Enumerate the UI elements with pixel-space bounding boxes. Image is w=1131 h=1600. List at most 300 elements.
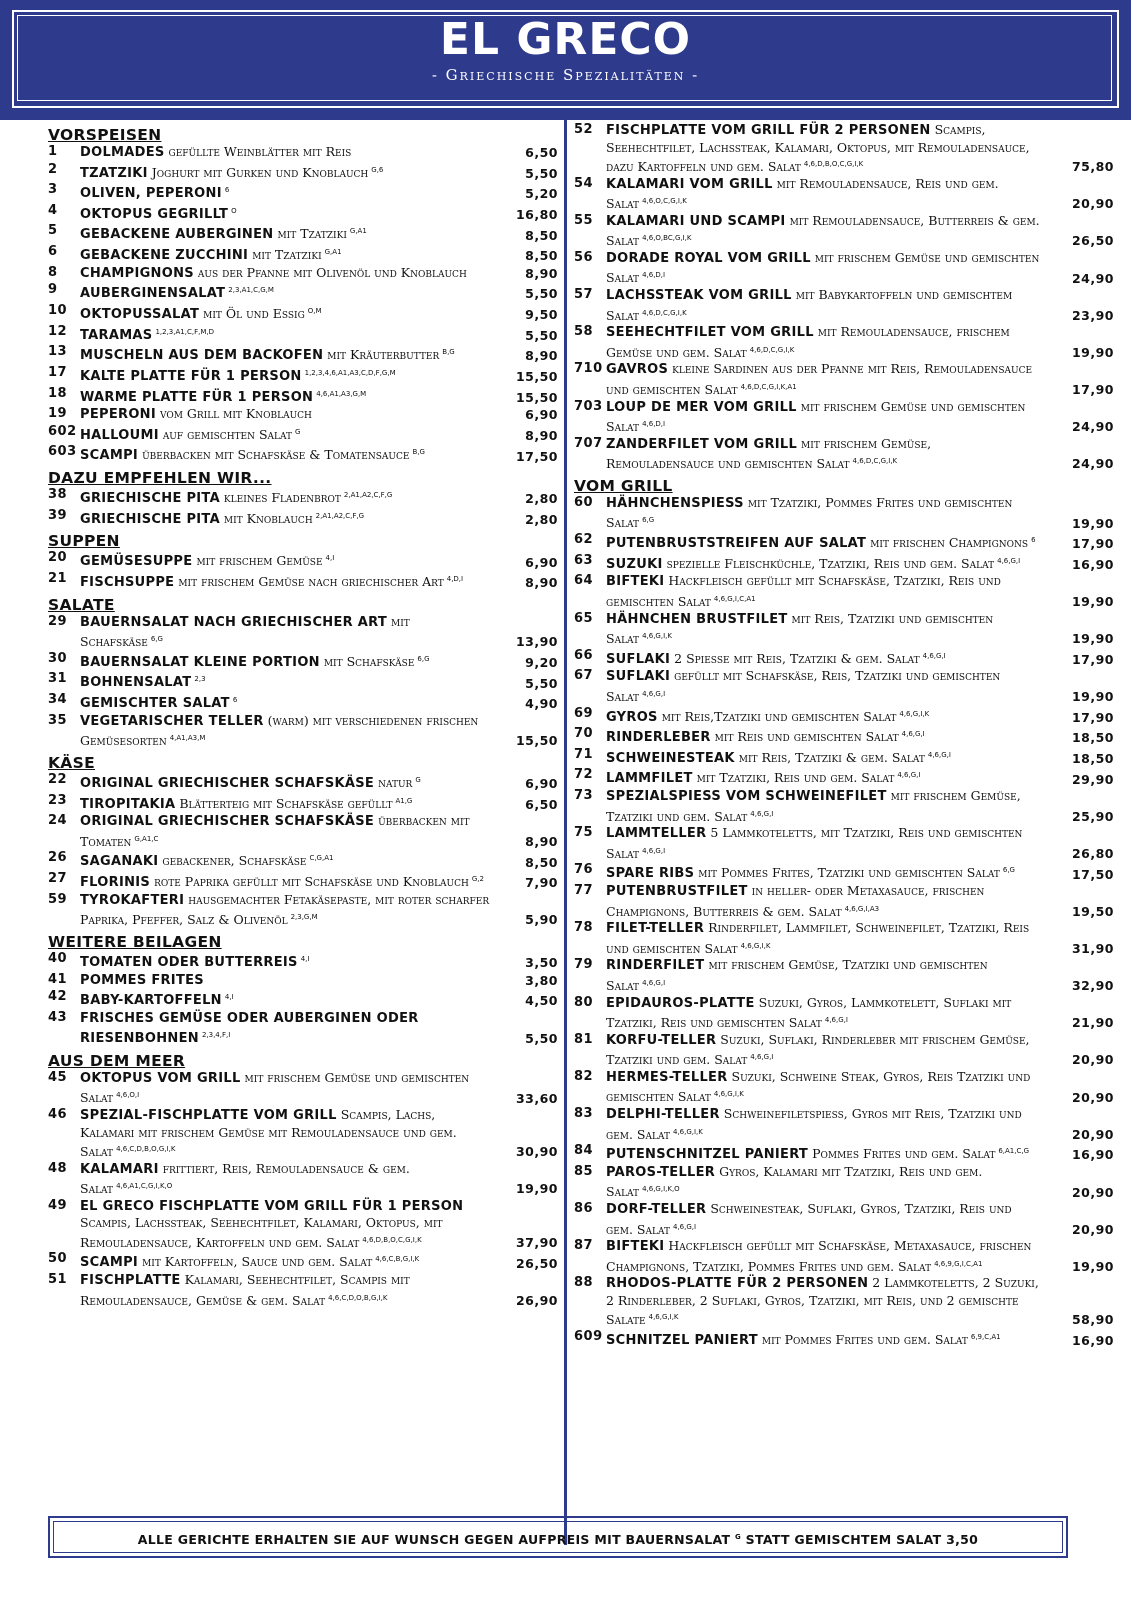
item-text (80, 651, 492, 672)
item-description: Scampis, Lachs, Kalamari mit frischem Gemüse mit Remouladensauce und gem. Salat (80, 1107, 457, 1160)
menu-item (574, 573, 1114, 610)
item-text (80, 406, 492, 424)
item-text (80, 550, 492, 571)
item-name: ORIGINAL GRIECHISCHER SCHAFSKÄSE (80, 814, 375, 830)
item-number: 83 (574, 1106, 594, 1122)
item-number: 609 (574, 1328, 603, 1344)
item-price: 18,50 (1071, 750, 1114, 766)
section-title: SUPPEN (48, 532, 120, 551)
item-allergens: 6 (232, 696, 238, 705)
item-name: SPEZIALSPIESS VOM SCHWEINEFILET (606, 789, 887, 805)
item-text (80, 989, 492, 1010)
item-number: 31 (48, 671, 68, 687)
item-text (80, 850, 492, 871)
item-number: 63 (574, 552, 594, 568)
item-allergens: O,M (307, 306, 322, 315)
item-name: SUFLAKI (606, 669, 671, 685)
item-price: 26,50 (1071, 233, 1114, 249)
item-name: TOMATEN ODER BUTTERREIS (80, 955, 298, 971)
item-price: 19,90 (1071, 631, 1114, 647)
item-allergens: 4,6,G,I (750, 1053, 774, 1062)
menu-column-left (48, 122, 558, 1309)
item-number: 69 (574, 705, 594, 721)
item-number: 56 (574, 249, 594, 265)
item-name: GAVROS (606, 362, 669, 378)
item-price: 8,90 (525, 348, 558, 364)
item-price: 16,90 (1071, 1147, 1114, 1163)
item-name: EPIDAUROS-PLATTE (606, 995, 755, 1011)
item-text (606, 862, 1042, 883)
item-name: OKTOPUSSALAT (80, 307, 200, 323)
section-title: DAZU EMPFEHLEN WIR... (48, 469, 272, 488)
menu-item (48, 692, 558, 713)
item-allergens: 2,3,A1,C,G,M (228, 286, 274, 295)
item-description: mit Pommes Frites und gem. Salat (761, 1332, 968, 1348)
item-description: in heller- oder Metaxasauce, frischen Champignons, Butterreis & gem. Salat (606, 883, 985, 919)
item-text (80, 182, 492, 203)
item-allergens: 4,6,G,I (922, 651, 946, 660)
menu-item (48, 850, 558, 871)
menu-item (574, 706, 1114, 727)
item-price: 26,50 (515, 1255, 558, 1271)
item-allergens: 4,6,D,C,G,I,K (749, 345, 795, 354)
item-number: 71 (574, 746, 594, 762)
menu-item (48, 182, 558, 203)
item-number: 80 (574, 994, 594, 1010)
item-price: 20,90 (1071, 1184, 1114, 1200)
item-name: SCAMPI (80, 1255, 139, 1271)
item-number: 703 (574, 398, 603, 414)
item-text (606, 361, 1042, 398)
item-number: 70 (574, 726, 594, 742)
item-allergens: 4,6,D,I (642, 271, 666, 280)
item-allergens: 4,6,G,I (927, 750, 951, 759)
item-text (606, 1069, 1042, 1106)
menu-item (574, 436, 1114, 473)
item-price: 5,20 (525, 186, 558, 202)
menu-item (574, 957, 1114, 994)
menu-item (48, 713, 558, 750)
menu-item (48, 444, 558, 465)
item-allergens: 6,G (1002, 866, 1015, 875)
menu-item (48, 244, 558, 265)
item-description: Kalamari, Seehechtfilet, Scampis mit Remouladensauce, Gemüse & gem. Salat (80, 1272, 410, 1308)
item-description: 2 Lammkoteletts, 2 Suzuki, 2 Rinderleber, 2 Suflaki, Gyros, Tzatziki, mit Reis, und 2 gemischte Salate (606, 1275, 1039, 1328)
item-price: 31,90 (1071, 940, 1114, 956)
menu-item (48, 487, 558, 508)
menu-item (574, 611, 1114, 648)
item-description: überbacken mit Tomaten (80, 813, 470, 849)
item-description: mit Schafskäse (323, 653, 415, 669)
item-text (80, 793, 492, 814)
item-description: mit Tzatziki (252, 247, 322, 263)
item-allergens: 4,6,D,B,O,C,G,I,K (362, 1235, 422, 1244)
item-price: 5,50 (525, 165, 558, 181)
item-text (606, 788, 1042, 825)
menu-item (48, 1070, 558, 1107)
menu-item (48, 303, 558, 324)
item-description: mit Kartoffeln, Sauce und gem. Salat (142, 1254, 373, 1270)
item-text (606, 706, 1042, 727)
item-number: 1 (48, 144, 58, 159)
item-name: KALAMARI UND SCAMPI (606, 213, 786, 229)
item-number: 54 (574, 175, 594, 191)
section-title: VOM GRILL (574, 476, 673, 495)
item-number: 78 (574, 920, 594, 936)
item-allergens: 4,6,9,G,I,C,A1 (934, 1259, 983, 1268)
item-allergens: 4,6,G,I,C,A1 (713, 594, 756, 603)
item-number: 73 (574, 788, 594, 804)
item-price: 32,90 (1071, 978, 1114, 994)
item-description: Schweinefiletspiess, Gyros mit Reis, Tzatziki und gem. Salat (606, 1106, 1022, 1142)
item-name: GEBACKENE ZUCCHINI (80, 248, 249, 264)
item-allergens: 4,6,G,I (642, 978, 666, 987)
menu-column-right (574, 122, 1114, 1350)
item-number: 59 (48, 891, 68, 907)
item-allergens: G,A1,C (134, 834, 159, 843)
item-description: mit frischem Gemüse, Tzatziki und gemischten Salat (606, 957, 988, 994)
item-number: 13 (48, 344, 68, 360)
item-number: 45 (48, 1069, 68, 1085)
item-name: POMMES FRITES (80, 972, 204, 988)
menu-item (48, 282, 558, 303)
item-price: 24,90 (1071, 419, 1114, 435)
item-number: 79 (574, 957, 594, 973)
item-description: Scampis, Seehechtfilet, Lachssteak, Kalamari, Oktopus, mit Remouladensauce, dazu Kartoffeln und gem. Salat (606, 122, 1030, 175)
item-name: KALAMARI (80, 1161, 159, 1177)
item-text (80, 1198, 492, 1252)
item-description: mit frischem Gemüse und gemischten Salat (606, 398, 1026, 435)
item-price: 20,90 (1071, 1126, 1114, 1142)
item-allergens: 4,6,G,I (750, 809, 774, 818)
item-allergens: 4,A1,A3,M (169, 734, 206, 743)
restaurant-title: EL GRECO (439, 14, 692, 65)
item-description: Suzuki, Schweine Steak, Gyros, Reis Tzatziki und gemischten Salat (606, 1068, 1031, 1105)
item-text (80, 487, 492, 508)
menu-item (48, 424, 558, 445)
item-allergens: 4,I (300, 954, 310, 963)
item-name: FISCHSUPPE (80, 575, 175, 591)
item-text (80, 1010, 492, 1048)
menu-item (574, 213, 1114, 250)
menu-item (48, 972, 558, 990)
item-price: 16,90 (1071, 1333, 1114, 1349)
item-description: 5 Lammkoteletts, mit Tzatziki, Reis und gemischten Salat (606, 825, 1023, 861)
item-description: mit Kräuterbutter (327, 347, 440, 363)
item-description: mit frischem Gemüse und gemischten Salat (606, 249, 1040, 286)
item-text (606, 668, 1042, 705)
item-description: mit frischem Gemüse, Remouladensauce und gemischten Salat (606, 435, 932, 472)
item-allergens: 1,2,3,A1,C,F,M,D (155, 327, 214, 336)
item-text (606, 287, 1042, 324)
menu-item (48, 550, 558, 571)
item-price: 8,90 (525, 833, 558, 849)
item-description: mit Tzatziki, Reis und gem. Salat (696, 770, 895, 786)
item-allergens: 4,6,C,D,O,B,G,I,K (328, 1293, 388, 1302)
item-description: mit Tzatziki, Pommes Frites und gemischten Salat (606, 494, 1013, 531)
item-price: 13,90 (515, 634, 558, 650)
item-allergens: G,6 (371, 165, 384, 174)
menu-item (48, 793, 558, 814)
item-text (80, 951, 492, 972)
item-number: 24 (48, 813, 68, 829)
item-allergens: 1,2,3,4,6,A1,A3,C,D,F,G,M (304, 368, 396, 377)
item-name: DORADE ROYAL VOM GRILL (606, 250, 811, 266)
item-price: 6,90 (525, 776, 558, 792)
item-price: 6,50 (525, 145, 558, 160)
item-number: 76 (574, 862, 594, 878)
item-price: 21,90 (1071, 1015, 1114, 1031)
item-number: 6 (48, 244, 58, 260)
item-allergens: G,A1 (324, 248, 342, 257)
item-number: 22 (48, 771, 68, 787)
item-description: Rinderfilet, Lammfilet, Schweinefilet, Tzatziki, Reis und gemischten Salat (606, 920, 1030, 956)
item-price: 19,90 (515, 1181, 558, 1197)
item-number: 81 (574, 1031, 594, 1047)
menu-item (574, 324, 1114, 361)
item-allergens: G (295, 427, 301, 436)
item-allergens: 6,9,C,A1 (970, 1332, 1001, 1341)
item-allergens: 4,6,G,I (997, 556, 1021, 565)
item-allergens: G,2 (471, 875, 484, 884)
menu-item (574, 287, 1114, 324)
item-text (80, 508, 492, 529)
item-allergens: 4,6,G,I,K (642, 632, 672, 641)
item-price: 24,90 (1071, 456, 1114, 472)
item-name: TARAMAS (80, 327, 153, 343)
item-allergens: 4,6,O,BC,G,I,K (642, 234, 692, 243)
item-allergens: G,A1 (349, 227, 367, 236)
menu-item (48, 951, 558, 972)
item-price: 4,50 (525, 993, 558, 1009)
menu-item (574, 250, 1114, 287)
item-text (606, 532, 1042, 553)
menu-item (48, 203, 558, 224)
item-price: 19,90 (1071, 689, 1114, 704)
item-name: RINDERLEBER (606, 730, 711, 746)
menu-item (574, 532, 1114, 553)
item-allergens: 2,3,4,F,I (201, 1031, 231, 1040)
item-allergens: 4,6,D,B,O,C,G,I,K (803, 160, 864, 168)
item-text (80, 772, 492, 793)
item-number: 27 (48, 871, 68, 887)
menu-item (48, 614, 558, 651)
item-allergens: 4,6,C,B,G,I,K (375, 1255, 420, 1264)
item-number: 3 (48, 182, 58, 198)
item-name: FLORINIS (80, 875, 151, 891)
item-name: ORIGINAL GRIECHISCHER SCHAFSKÄSE (80, 776, 375, 792)
item-text (606, 573, 1042, 610)
item-text (80, 1107, 492, 1161)
item-number: 43 (48, 1009, 68, 1025)
item-price: 2,80 (525, 511, 558, 527)
item-allergens: 4,6,D,C,G,I,K (642, 308, 687, 317)
item-text (606, 399, 1042, 436)
item-number: 12 (48, 323, 68, 339)
menu-item (574, 1069, 1114, 1106)
item-number: 19 (48, 406, 68, 422)
item-number: 77 (574, 883, 594, 899)
menu-item (48, 651, 558, 672)
item-name: LOUP DE MER VOM GRILL (606, 399, 797, 415)
item-allergens: 4,6,A1,A3,G,M (316, 389, 367, 398)
item-name: WARME PLATTE FÜR 1 PERSON (80, 389, 314, 405)
item-allergens: A1,G (395, 796, 413, 805)
item-text (80, 344, 492, 365)
item-price: 20,90 (1071, 196, 1114, 212)
item-text (80, 265, 492, 283)
item-price: 8,90 (525, 427, 558, 443)
item-number: 50 (48, 1251, 68, 1267)
menu-item (48, 772, 558, 793)
item-price: 9,50 (525, 307, 558, 323)
item-allergens: 4,6,G,I (672, 1222, 697, 1231)
item-number: 21 (48, 571, 68, 586)
item-description: auf gemischten Salat (162, 426, 293, 442)
item-name: RINDERFILET (606, 958, 705, 974)
item-price: 17,50 (515, 448, 558, 464)
item-price: 15,50 (515, 733, 558, 749)
menu-item (574, 648, 1114, 669)
item-description: Joghurt mit Gurken und Knoblauch (151, 164, 369, 180)
item-description: Gyros, Kalamari mit Tzatziki, Reis und gem. Salat (606, 1163, 983, 1200)
item-description: kleines Fladenbrot (223, 490, 341, 506)
item-text (606, 324, 1042, 361)
item-number: 57 (574, 287, 594, 303)
item-text (606, 1106, 1042, 1143)
item-name: FISCHPLATTE (80, 1273, 181, 1289)
item-name: RHODOS-PLATTE FÜR 2 PERSONEN (606, 1276, 869, 1292)
item-name: PUTENBRUSTFILET (606, 884, 748, 900)
menu-item (48, 1198, 558, 1252)
item-price: 8,90 (525, 265, 558, 281)
item-price: 5,50 (525, 1031, 558, 1047)
item-allergens: B,G (412, 448, 425, 457)
item-text (80, 324, 492, 345)
item-number: 46 (48, 1107, 68, 1122)
item-text (80, 892, 492, 929)
item-allergens: 6 (224, 186, 230, 195)
item-number: 65 (574, 610, 594, 626)
item-number: 55 (574, 212, 594, 228)
menu-item (48, 813, 558, 850)
item-number: 603 (48, 444, 77, 460)
item-text (606, 648, 1042, 669)
item-allergens: 4,6,O,I (116, 1091, 140, 1100)
item-description: mit frischem Gemüse, Tzatziki und gem. Salat (606, 788, 1021, 824)
footer-note-box (48, 1516, 1068, 1558)
menu-item (48, 344, 558, 365)
item-number: 52 (574, 122, 594, 137)
item-allergens: 4,6,G,I (901, 730, 925, 739)
item-text (80, 713, 492, 750)
item-price: 2,80 (525, 491, 558, 507)
menu-item (574, 399, 1114, 436)
item-name: GEMÜSESUPPE (80, 554, 193, 570)
item-number: 39 (48, 507, 68, 523)
item-allergens: C,G,A1 (309, 854, 334, 863)
item-text (606, 995, 1042, 1032)
item-price: 58,90 (1071, 1312, 1114, 1328)
item-name: SPEZIAL-FISCHPLATTE VOM GRILL (80, 1108, 337, 1123)
item-description: Schweinesteak, Suflaki, Gyros, Tzatziki, Reis und gem. Salat (606, 1201, 1012, 1237)
menu-item (48, 365, 558, 386)
item-number: 41 (48, 971, 68, 987)
item-text (80, 871, 492, 892)
item-number: 8 (48, 264, 58, 280)
menu-item (574, 1201, 1114, 1238)
section-title: AUS DEM MEER (48, 1051, 186, 1070)
item-number: 30 (48, 650, 68, 666)
item-number: 35 (48, 712, 68, 728)
item-number: 51 (48, 1272, 68, 1288)
item-allergens: 4,6,G,I,K (740, 941, 771, 950)
item-number: 34 (48, 692, 68, 708)
item-number: 17 (48, 364, 68, 380)
item-allergens: 4,D,I (446, 575, 464, 583)
item-text (606, 825, 1042, 862)
item-description: Scampis, Lachssteak, Seehechtfilet, Kalamari, Oktopus, mit Remouladensauce, Kartoffeln und gem. Salat (80, 1215, 443, 1250)
item-text (606, 1032, 1042, 1069)
item-text (80, 365, 492, 386)
item-allergens: 2,3 (194, 675, 206, 684)
menu-item (574, 122, 1114, 176)
menu-item (574, 1329, 1114, 1350)
item-name: AUBERGINENSALAT (80, 286, 226, 302)
item-description: mit Remouladensauce, frischem Gemüse und gem. Salat (606, 324, 1010, 360)
item-description: vom Grill mit Knoblauch (159, 406, 312, 422)
menu-item (48, 571, 558, 592)
item-price: 8,50 (525, 854, 558, 870)
item-allergens: 6 (1031, 536, 1036, 545)
menu-item (48, 1272, 558, 1309)
item-name: HERMES-TELLER (606, 1069, 728, 1085)
item-number: 49 (48, 1197, 68, 1213)
section-title: KÄSE (48, 753, 95, 772)
footer-text-2: STATT GEMISCHTEM SALAT 3,50 (745, 1532, 979, 1548)
item-number: 9 (48, 282, 58, 298)
menu-item (48, 989, 558, 1010)
item-text (80, 203, 492, 224)
item-text (606, 1238, 1042, 1275)
menu-item (48, 508, 558, 529)
item-description: spezielle Fleischküchle, Tzatziki, Reis und gem. Salat (666, 555, 995, 571)
menu-item (574, 495, 1114, 532)
item-name: SPARE RIBS (606, 866, 695, 882)
item-allergens: 4,6,G,I (897, 771, 921, 780)
item-allergens: 4,6,G,I (642, 689, 666, 698)
item-number: 88 (574, 1275, 594, 1291)
item-name: GEMISCHTER SALAT (80, 696, 230, 712)
menu-item (574, 883, 1114, 920)
item-name: BIFTEKI (606, 574, 665, 590)
item-price: 3,50 (525, 955, 558, 971)
item-name: TIROPITAKIA (80, 796, 176, 812)
item-name: HALLOUMI (80, 427, 159, 443)
menu-item (574, 361, 1114, 398)
item-description: aus der Pfanne mit Olivenöl und Knoblauch (197, 264, 467, 280)
item-description: mit Pommes Frites, Tzatziki und gemischten Salat (698, 865, 1000, 881)
item-name: FISCHPLATTE VOM GRILL FÜR 2 PERSONEN (606, 123, 931, 138)
menu-item (48, 1161, 558, 1198)
item-text (606, 213, 1042, 250)
item-price: 15,50 (515, 369, 558, 385)
item-number: 10 (48, 302, 68, 318)
item-price: 6,50 (525, 796, 558, 812)
item-text (606, 1329, 1042, 1350)
item-price: 23,90 (1071, 307, 1114, 323)
item-text (606, 726, 1042, 747)
